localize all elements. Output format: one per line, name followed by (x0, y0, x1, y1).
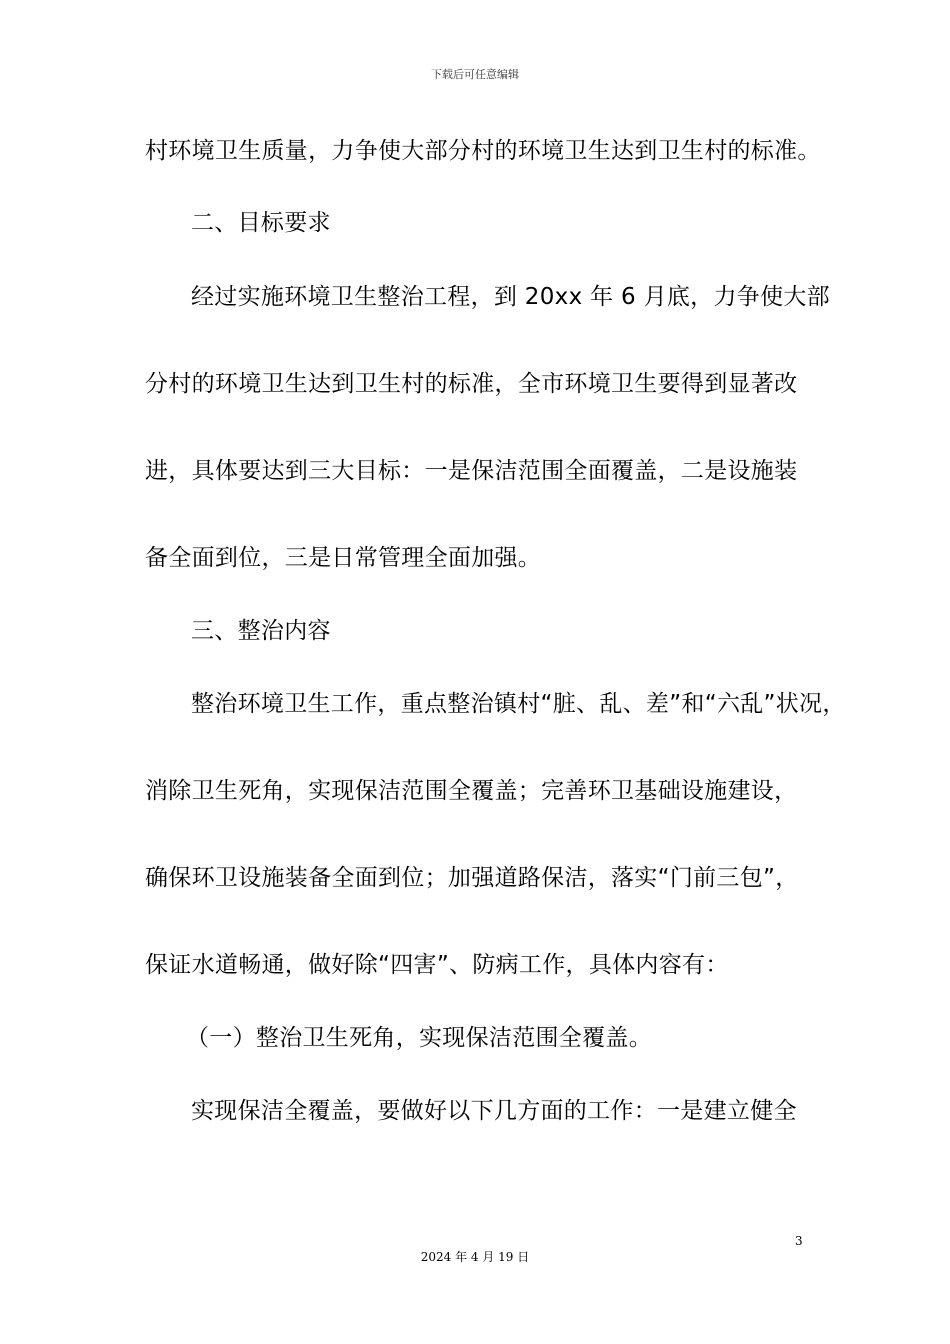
section-heading: 三、整治内容 (191, 618, 331, 644)
body-line: 进，具体要达到三大目标：一是保洁范围全面覆盖，二是设施装 (145, 458, 798, 484)
body-line: 保证水道畅通，做好除“四害”、防病工作，具体内容有： (145, 952, 729, 978)
subsection-heading: （一）整治卫生死角，实现保洁范围全覆盖。 (186, 1025, 652, 1051)
body-line: 备全面到位，三是日常管理全面加强。 (145, 545, 542, 571)
body-line: 经过实施环境卫生整治工程，到 20xx 年 6 月底，力争使大部 (191, 284, 830, 310)
header-note: 下载后可任意编辑 (431, 68, 519, 81)
footer-date: 2024 年 4 月 19 日 (420, 1250, 530, 1264)
body-line: 分村的环境卫生达到卫生村的标准，全市环境卫生要得到显著改 (145, 371, 798, 397)
body-line: 确保环卫设施装备全面到位；加强道路保洁，落实“门前三包”， (145, 865, 799, 891)
body-line: 村环境卫生质量，力争使大部分村的环境卫生达到卫生村的标准。 (145, 138, 821, 164)
body-line: 实现保洁全覆盖，要做好以下几方面的工作：一是建立健全 (191, 1098, 797, 1124)
body-line: 整治环境卫生工作，重点整治镇村“脏、乱、差”和“六乱”状况， (191, 691, 846, 717)
section-heading: 二、目标要求 (191, 210, 331, 236)
body-line: 消除卫生死角，实现保洁范围全覆盖；完善环卫基础设施建设， (145, 778, 798, 804)
page-number: 3 (795, 1234, 803, 1248)
